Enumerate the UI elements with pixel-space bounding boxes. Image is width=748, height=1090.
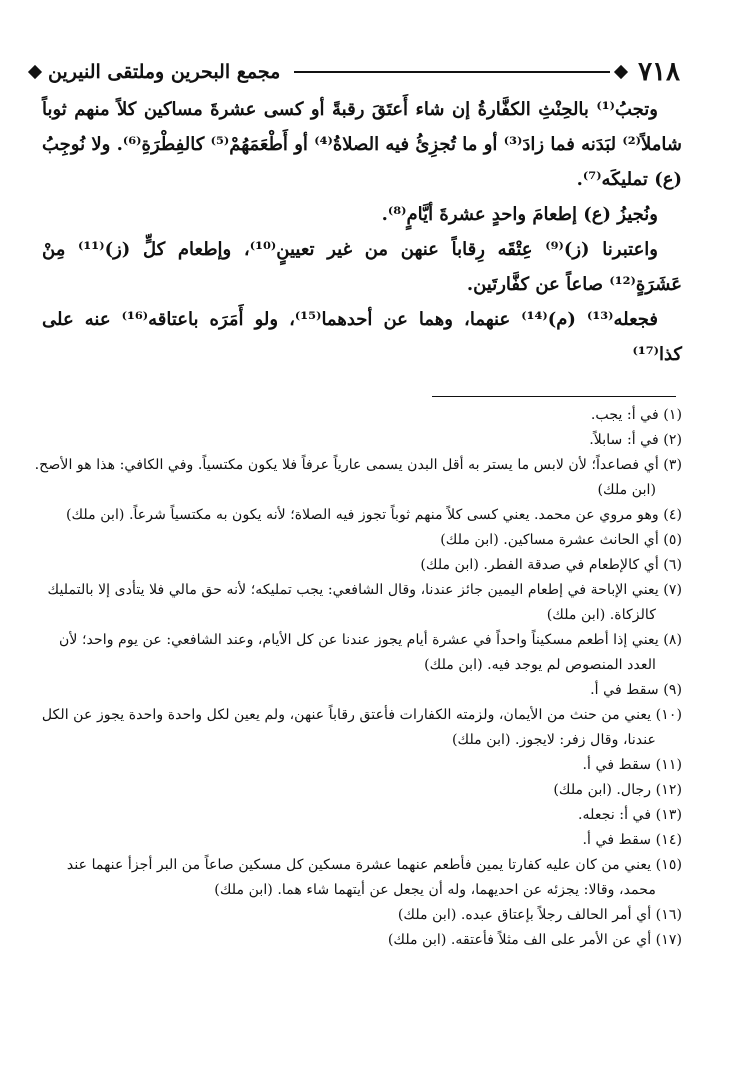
footnote: (١٥) يعني من كان عليه كفارتا يمين فأطعم عنهما عشرة مسكين كل مسكين صاعاً من البر أجزأ عنهما عند محمد، وقالا: يجزئه عن احديهما، وله أن يجعل عن أيتهما شاء هما. (ابن ملك)	[66, 857, 682, 898]
footnote: (٧) يعني الإباحة في إطعام اليمين جائز عندنا، وقال الشافعي: يجب تمليكه؛ لأنه حق مالي فلا يتأدى إلا بالتمليك كالزكاة. (ابن ملك)	[47, 582, 682, 623]
footnote-separator	[432, 396, 676, 397]
footnote: (٢) في أ: سابلاً.	[589, 432, 682, 448]
main-paragraph: واعتبرنا (ز)⁽⁹⁾ عِتْقَه رِقاباً عنهن من غير تعيينٍ⁽¹⁰⁾، وإطعام كلٍّ (ز)⁽¹¹⁾ مِنْ عَشَرَةٍ⁽¹²⁾ صاعاً عن كفَّارتَين.	[42, 239, 682, 295]
footnote: (١٢) رجال. (ابن ملك)	[553, 782, 682, 798]
footnotes	[30, 403, 682, 953]
footnote: (٥) أي الحانث عشرة مساكين. (ابن ملك)	[440, 532, 682, 548]
footnote: (٨) يعني إذا أطعم مسكيناً واحداً في عشرة أيام يجوز عندنا عن كل الأيام، وعند الشافعي: عن يوم واحد؛ لأن العدد المنصوص لم يوجد فيه. (ابن ملك)	[59, 632, 682, 673]
main-text	[42, 92, 682, 372]
book-title: مجمع البحرين وملتقى النيرين	[48, 61, 281, 83]
footnote: (١٣) في أ: نجعله.	[578, 807, 682, 823]
header-rule	[294, 71, 610, 73]
footnote: (١٧) أي عن الأمر على الف مثلاً فأعتقه. (ابن ملك)	[387, 932, 682, 948]
footnote: (١٠) يعني من حنث من الأيمان، ولزمته الكفارات فأعتق رقاباً عنهن، ولم يعين لكل واحدة واحدة يجوز عن الكل عندنا، وقال زفر: لايجوز. (ابن ملك)	[41, 707, 682, 748]
diamond-ornament-icon	[28, 65, 42, 79]
footnote: (١٦) أي أمر الحالف رجلاً بإعتاق عبده. (ابن ملك)	[397, 907, 682, 923]
footnote: (٤) وهو مروي عن محمد. يعني كسى كلاً منهم ثوباً تجوز فيه الصلاة؛ لأنه يكون به مكتسياً شرعاً. (ابن ملك)	[65, 507, 682, 523]
main-paragraph: ونُجيزُ (ع) إطعامَ واحدٍ عشرةَ أيَّامٍ⁽⁸⁾.	[381, 204, 658, 225]
footnote: (٣) أي فصاعداً؛ لأن لابس ما يستر به أقل البدن يسمى عارياً عرفاً فلا يكون مكتسياً. وفي الكافي: هذا هو الأصح. (ابن ملك)	[34, 457, 682, 498]
footnote: (٩) سقط في أ.	[590, 682, 682, 698]
diamond-ornament-icon	[614, 65, 628, 79]
footnote: (١٤) سقط في أ.	[582, 832, 682, 848]
footnote: (١) في أ: يجب.	[590, 407, 682, 423]
page-header	[30, 52, 680, 92]
footnote: (١١) سقط في أ.	[582, 757, 682, 773]
main-paragraph: فجعله⁽¹³⁾ (م)⁽¹⁴⁾ عنهما، وهما عن أحدهما⁽¹⁵⁾، ولو أَمَرَه باعتاقه⁽¹⁶⁾ عنه على كذا⁽¹⁷⁾	[42, 309, 682, 365]
main-paragraph: وتجبُ⁽¹⁾ بالحِنْثِ الكفَّارةُ إن شاء أَعتَقَ رقبةً أو كسى عشرةَ مساكين كلاً منهم ثوباً شاملاً⁽²⁾ لبَدَنه فما زادَ⁽³⁾ أو ما تُجزِئُ فيه الصلاةُ⁽⁴⁾ أو أَطْعَمَهُمْ⁽⁵⁾ كالفِطْرَةِ⁽⁶⁾. ولا نُوجِبُ (ع) تمليكَه⁽⁷⁾.	[42, 99, 682, 190]
page-number: ٧١٨	[638, 57, 680, 87]
footnote: (٦) أي كالإطعام في صدقة الفطر. (ابن ملك)	[420, 557, 682, 573]
